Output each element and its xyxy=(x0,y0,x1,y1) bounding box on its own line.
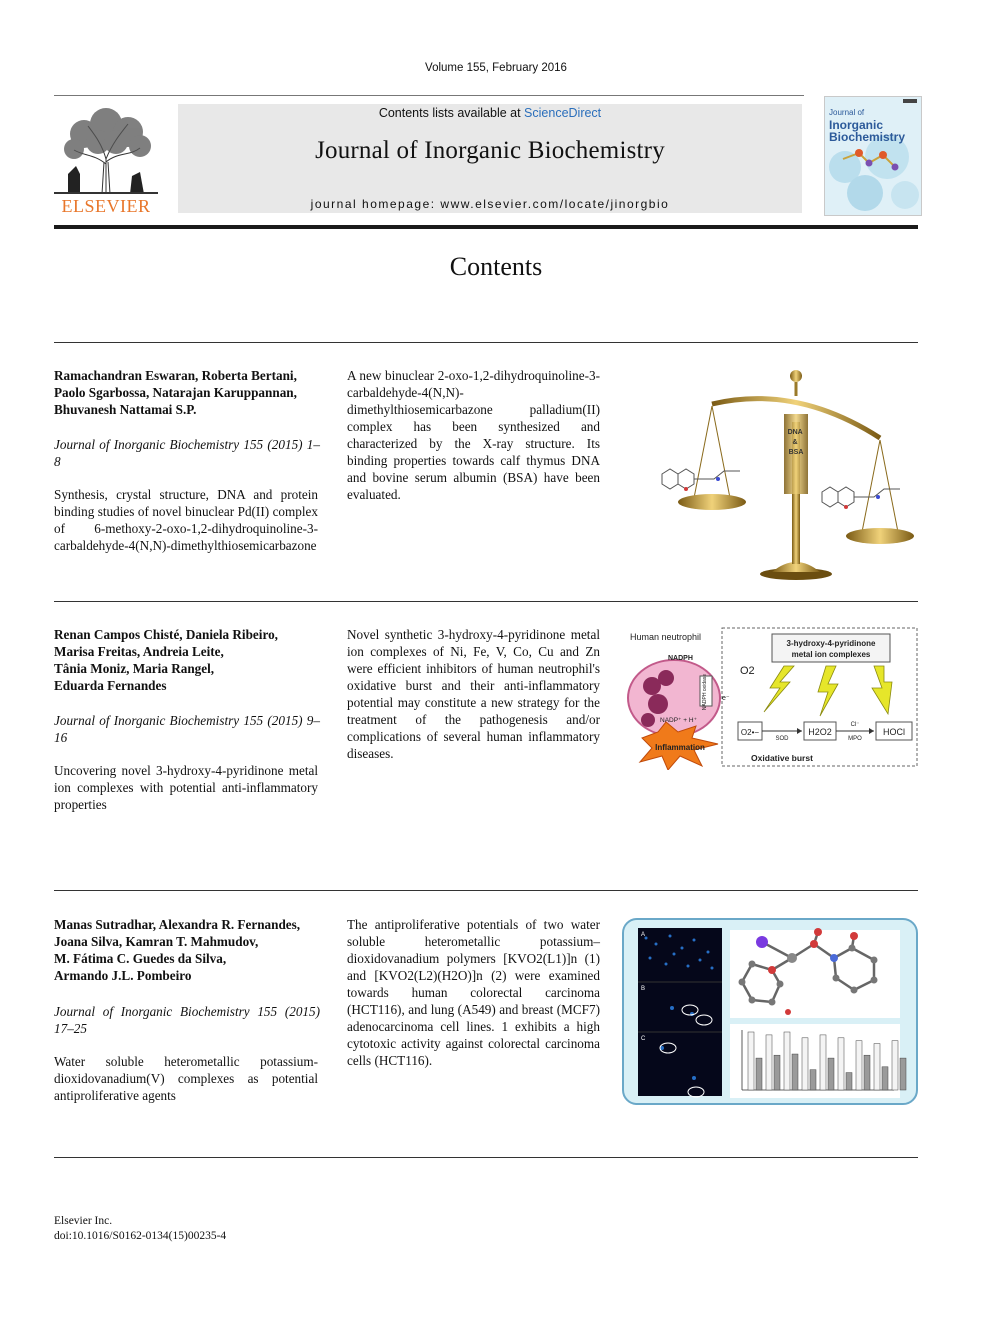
article-1-graphical-abstract xyxy=(622,362,918,584)
sciencedirect-link[interactable]: ScienceDirect xyxy=(524,106,602,120)
panel-label-b: B xyxy=(641,986,646,992)
elsevier-wordmark: ELSEVIER xyxy=(61,196,151,216)
article-2-title[interactable]: Uncovering novel 3-hydroxy-4-pyridinone metal ion complexes with potential anti-inflammatory properties xyxy=(54,763,318,812)
viability-bar xyxy=(892,1041,898,1090)
viability-bar xyxy=(828,1058,834,1090)
superoxide-label: O2•− xyxy=(740,728,760,737)
article-divider xyxy=(54,601,918,602)
oxidative-burst-label: Oxidative burst xyxy=(751,753,813,763)
article-divider xyxy=(54,342,918,343)
h2o2-label: H2O2 xyxy=(808,727,832,737)
article-3-authors xyxy=(54,916,320,984)
author-line: M. Fátima C. Guedes da Silva, xyxy=(54,951,227,966)
viability-bar xyxy=(846,1073,852,1090)
article-3-title[interactable]: Water soluble heterometallic potassium-dioxidovanadium(V) complexes as potential antiproliferative agents xyxy=(54,1054,318,1103)
article-1-abstract: A new binuclear 2-oxo-1,2-dihydroquinoline-3-carbaldehyde-4(N,N)-dimethylthiosemicarbazone palladium(II) complex has been synthesized and characterized by the X-ray structure. Its binding properties towards calf thymus DNA and bovine serum albumin (BSA) have been evaluated. xyxy=(347,368,600,502)
viability-bar xyxy=(820,1035,826,1090)
journal-title: Journal of Inorganic Biochemistry xyxy=(315,137,665,164)
viability-bar xyxy=(900,1058,906,1090)
complex-box-line-1: 3-hydroxy-4-pyridinone xyxy=(786,639,876,648)
panel-label-a: A xyxy=(641,932,645,938)
cover-title xyxy=(829,107,905,143)
author-line: Joana Silva, Kamran T. Mahmudov, xyxy=(54,934,259,949)
header-top-rule xyxy=(54,95,804,96)
cover-title-line-3: Biochemistry xyxy=(829,130,906,144)
page-title: Contents xyxy=(449,252,543,281)
article-1-authors xyxy=(54,367,320,418)
electron-label: e⁻ xyxy=(722,695,730,702)
viability-bar xyxy=(856,1041,862,1090)
article-2-graphical-abstract xyxy=(622,626,918,770)
footer-publisher: Elsevier Inc. xyxy=(54,1215,113,1227)
article-3-citation[interactable]: Journal of Inorganic Biochemistry 155 (2015) 17–25 xyxy=(54,1004,320,1036)
viability-bar xyxy=(864,1055,870,1090)
nadph-label: NADPH xyxy=(668,655,693,662)
viability-bar xyxy=(792,1054,798,1090)
article-divider xyxy=(54,890,918,891)
author-line: Eduarda Fernandes xyxy=(54,678,167,693)
viability-bar xyxy=(838,1038,844,1090)
author-line: Bhuvanesh Nattamai S.P. xyxy=(54,402,197,417)
article-2-abstract: Novel synthetic 3-hydroxy-4-pyridinone metal ion complexes of Ni, Fe, V, Co, Cu and Zn were efficient inhibitors of human neutrophil's oxidative burst and their anti-inflammatory potential may constitute a new strategy for the treatment of the pathogenesis and/or complications of several human inflammatory diseases. xyxy=(347,627,600,761)
author-line: Renan Campos Chisté, Daniela Ribeiro, xyxy=(54,627,278,642)
beam-label-bsa: BSA xyxy=(788,449,804,456)
article-divider xyxy=(54,1157,918,1158)
article-3-abstract: The antiproliferative potentials of two water soluble heterometallic potassium–dioxidovanadium polymers [KVO2(L1)]n (1) and [KVO2(L2)(H2O)]n (2) were examined towards human colorectal carcinoma (HCT116), and lung (A549) and breast (MCF7) adenocarcinoma cell lines. 1 exhibits a high cytotoxic activity against colorectal carcinoma cells (HCT116). xyxy=(347,917,600,1068)
author-line: Ramachandran Eswaran, Roberta Bertani, xyxy=(54,368,297,383)
contents-available-prefix: Contents lists available at xyxy=(378,106,525,120)
author-line: Paolo Sgarbossa, Natarajan Karuppannan, xyxy=(54,385,297,400)
article-1-citation[interactable]: Journal of Inorganic Biochemistry 155 (2015) 1–8 xyxy=(54,437,320,469)
viability-bar xyxy=(774,1055,780,1090)
journal-homepage[interactable]: journal homepage: www.elsevier.com/locate/jinorgbio xyxy=(310,197,670,211)
beam-label-amp: & xyxy=(792,439,798,446)
footer-doi[interactable]: doi:10.1016/S0162-0134(15)00235-4 xyxy=(54,1230,227,1242)
article-2-authors xyxy=(54,626,320,694)
author-line: Manas Sutradhar, Alexandra R. Fernandes, xyxy=(54,917,301,932)
viability-bar xyxy=(882,1067,888,1090)
journal-cover-thumbnail xyxy=(824,96,922,216)
viability-bar xyxy=(874,1044,880,1090)
article-3-graphical-abstract xyxy=(622,918,918,1106)
author-line: Tânia Moniz, Maria Rangel, xyxy=(54,661,215,676)
panel-label-c: C xyxy=(641,1036,646,1042)
cover-title-line-1: Journal of xyxy=(829,108,865,117)
chloride-label: Cl⁻ xyxy=(850,722,860,728)
article-1-title[interactable]: Synthesis, crystal structure, DNA and protein binding studies of novel binuclear Pd(II) complex of 6-methoxy-2-oxo-1,2-dihydroquinoline-3-carbaldehyde-4(N,N)-dimethylthiosemicarbazone xyxy=(54,487,318,553)
viability-bar xyxy=(766,1035,772,1090)
viability-bar xyxy=(748,1032,754,1090)
article-2-citation[interactable]: Journal of Inorganic Biochemistry 155 (2015) 9–16 xyxy=(54,713,320,745)
o2-label: O2 xyxy=(740,665,755,677)
hocl-label: HOCl xyxy=(883,727,905,737)
sod-label: SOD xyxy=(775,736,789,742)
complex-box-line-2: metal ion complexes xyxy=(791,650,871,659)
beam-label-dna: DNA xyxy=(787,429,803,436)
contents-available xyxy=(178,106,802,120)
human-neutrophil-label: Human neutrophil xyxy=(630,632,702,642)
author-line: Marisa Freitas, Andreia Leite, xyxy=(54,644,224,659)
header-bottom-rule xyxy=(54,225,918,229)
viability-bar xyxy=(802,1038,808,1090)
volume-info: Volume 155, February 2016 xyxy=(425,62,567,74)
inflammation-label: Inflammation xyxy=(655,743,705,752)
nadph-oxidase-label: NADPH oxidase xyxy=(702,673,708,711)
author-line: Armando J.L. Pombeiro xyxy=(54,968,192,983)
nadp-label: NADP⁺ + H⁺ xyxy=(660,717,698,724)
mpo-label: MPO xyxy=(848,736,862,742)
viability-bar xyxy=(810,1070,816,1090)
viability-bar xyxy=(756,1058,762,1090)
viability-bar xyxy=(784,1032,790,1090)
cover-title-line-2: Inorganic xyxy=(829,118,884,132)
